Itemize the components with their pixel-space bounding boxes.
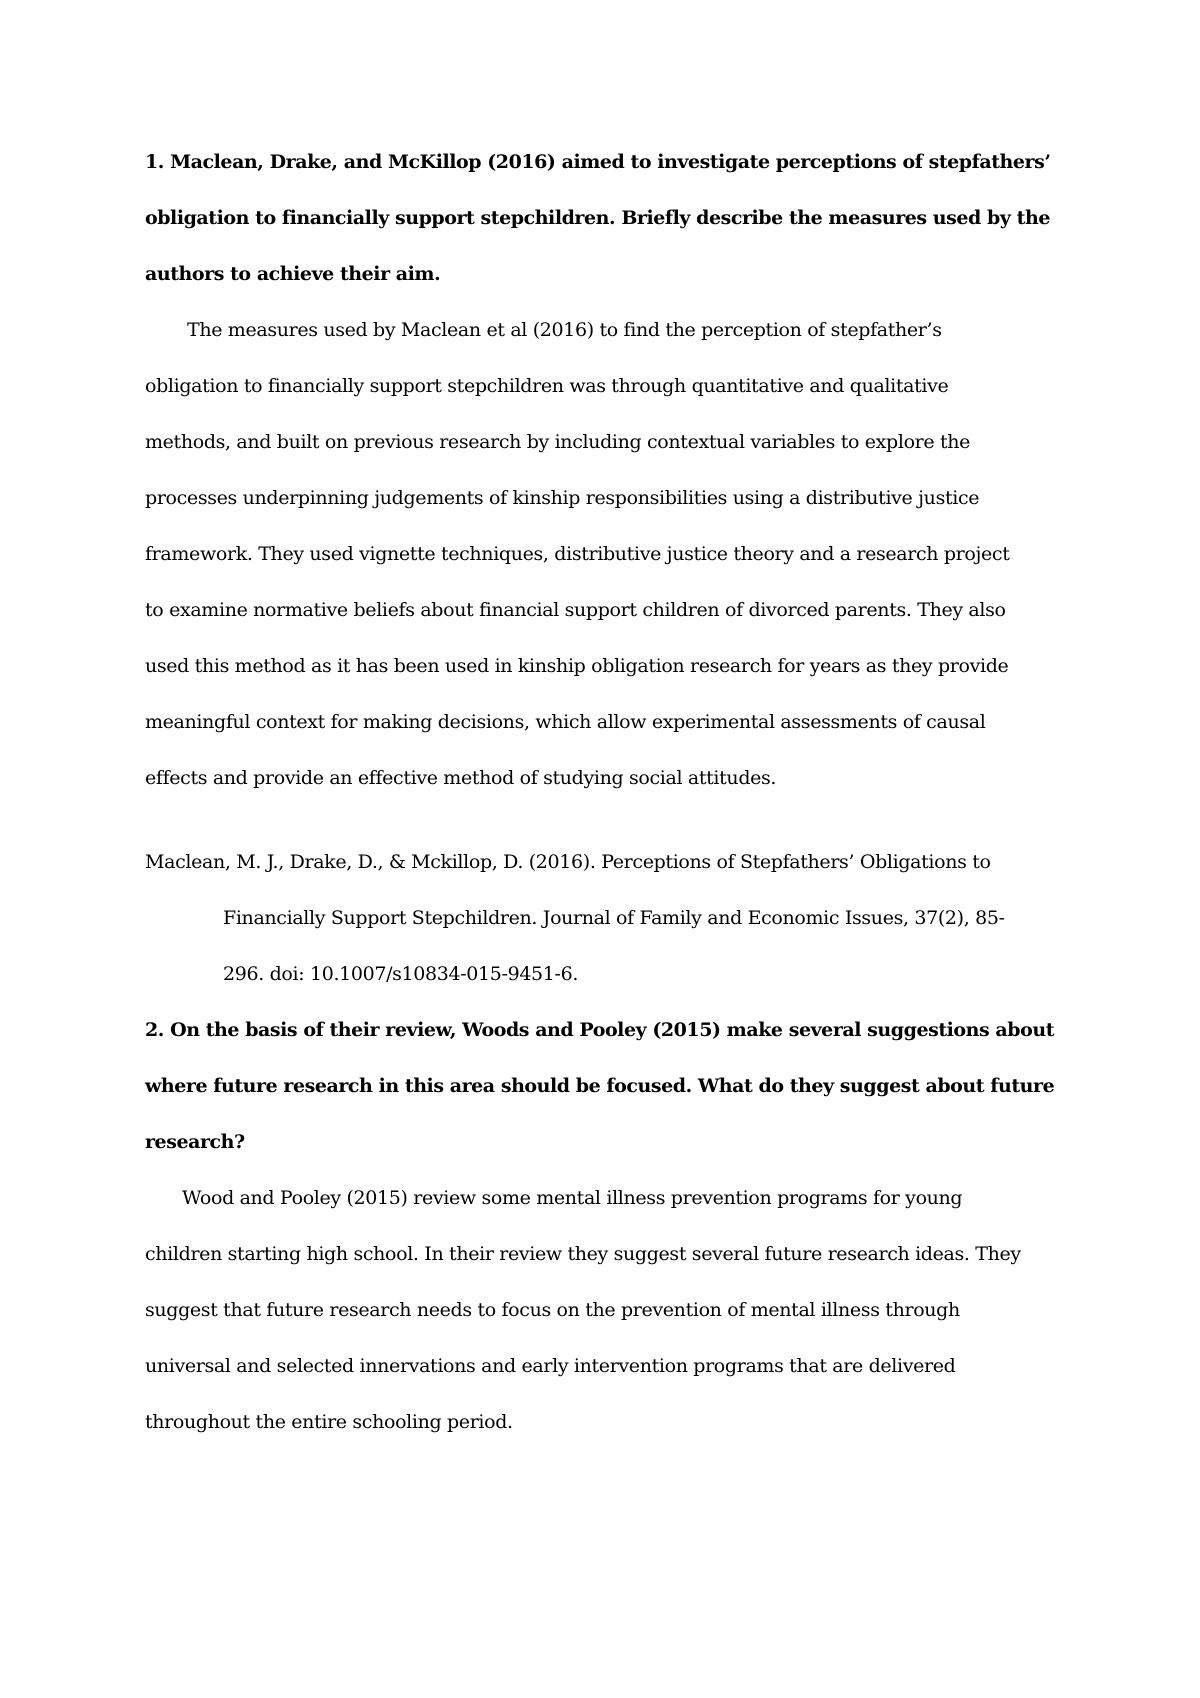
question-1-line-1: 1. Maclean, Drake, and McKillop (2016) aimed to investigate perceptions of stepfathers’: [145, 151, 1051, 173]
question-1-line-3: authors to achieve their aim.: [145, 263, 441, 285]
reference-1-line-1: Maclean, M. J., Drake, D., & Mckillop, D. (2016). Perceptions of Stepfathers’ Obligations to: [145, 851, 991, 873]
answer-1: [145, 302, 1065, 806]
answer-1-line-1: The measures used by Maclean et al (2016) to find the perception of stepfather’s: [187, 319, 942, 341]
answer-1-line-3: methods, and built on previous research by including contextual variables to explore the: [145, 431, 971, 453]
answer-2-line-4: universal and selected innervations and early intervention programs that are delivered: [145, 1355, 956, 1377]
answer-2-line-1: Wood and Pooley (2015) review some mental illness prevention programs for young: [182, 1187, 963, 1209]
answer-1-line-5: framework. They used vignette techniques, distributive justice theory and a research project: [145, 543, 1010, 565]
question-2-line-1: 2. On the basis of their review, Woods and Pooley (2015) make several suggestions about: [145, 1019, 1055, 1041]
reference-1-line-2: Financially Support Stepchildren. Journal of Family and Economic Issues, 37(2), 85-: [223, 907, 1005, 929]
answer-1-line-8: meaningful context for making decisions, which allow experimental assessments of causal: [145, 711, 986, 733]
question-2: [145, 1002, 1065, 1170]
reference-1: [145, 834, 1065, 1002]
answer-1-line-7: used this method as it has been used in kinship obligation research for years as they provide: [145, 655, 1009, 677]
question-1-line-2: obligation to financially support stepchildren. Briefly describe the measures used by the: [145, 207, 1050, 229]
reference-1-line-3: 296. doi: 10.1007/s10834-015-9451-6.: [223, 963, 579, 985]
answer-2-line-2: children starting high school. In their review they suggest several future research ideas. They: [145, 1243, 1021, 1265]
answer-2: [145, 1170, 1065, 1450]
answer-2-line-5: throughout the entire schooling period.: [145, 1411, 513, 1433]
answer-1-line-6: to examine normative beliefs about financial support children of divorced parents. They also: [145, 599, 1006, 621]
answer-1-line-9: effects and provide an effective method of studying social attitudes.: [145, 767, 777, 789]
question-2-line-2: where future research in this area should be focused. What do they suggest about future: [145, 1075, 1055, 1097]
answer-1-line-4: processes underpinning judgements of kinship responsibilities using a distributive justice: [145, 487, 980, 509]
question-2-line-3: research?: [145, 1131, 245, 1153]
answer-1-line-2: obligation to financially support stepchildren was through quantitative and qualitative: [145, 375, 949, 397]
document-body: [145, 134, 1065, 1450]
answer-2-line-3: suggest that future research needs to focus on the prevention of mental illness through: [145, 1299, 960, 1321]
question-1: [145, 134, 1065, 302]
spacer: [145, 806, 1065, 834]
